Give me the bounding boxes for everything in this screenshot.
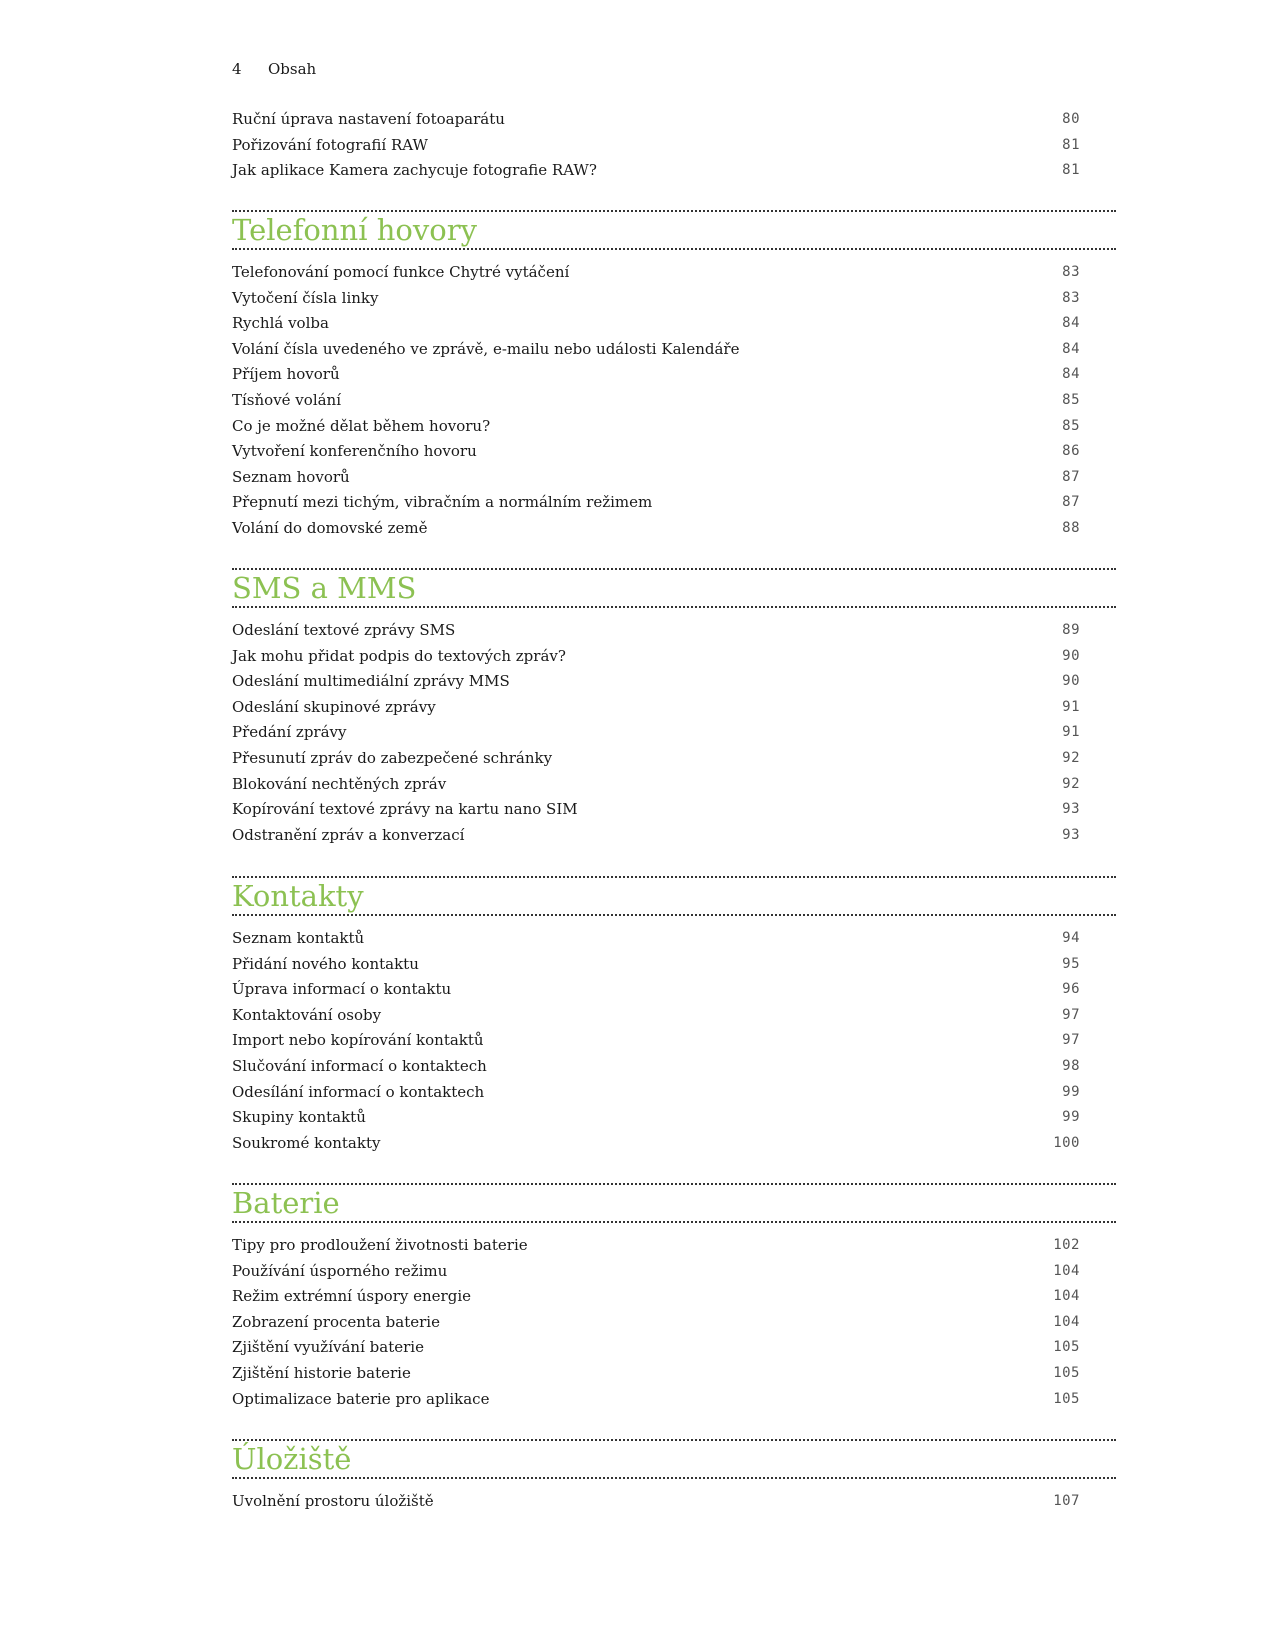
toc-entry[interactable] <box>232 286 1116 312</box>
toc-entry-title: Import nebo kopírování kontaktů <box>232 1031 484 1050</box>
toc-entry-page: 89 <box>1062 622 1080 638</box>
toc-entry[interactable] <box>232 669 1116 695</box>
toc-entry[interactable] <box>232 1310 1116 1336</box>
toc-entry-title: Přesunutí zpráv do zabezpečené schránky <box>232 748 553 767</box>
toc-entry-title: Volání do domovské země <box>232 518 428 537</box>
toc-entry[interactable] <box>232 926 1116 952</box>
toc-entry[interactable] <box>232 1105 1116 1131</box>
toc-entry[interactable] <box>232 107 1116 133</box>
page-number: 4 <box>232 60 242 78</box>
toc-entry-title: Tipy pro prodloužení životnosti baterie <box>232 1236 528 1254</box>
chapter-section <box>232 568 1116 848</box>
toc-entry-title: Kontaktování osoby <box>232 1005 382 1024</box>
toc-entry-title: Vytočení čísla linky <box>232 288 379 307</box>
toc-entry-page: 93 <box>1062 801 1080 818</box>
toc-entry-title: Zjištění historie baterie <box>232 1363 411 1382</box>
toc-entry-page: 95 <box>1062 955 1080 972</box>
toc-entry-title: Skupiny kontaktů <box>232 1108 366 1127</box>
toc-entry-page: 99 <box>1062 1083 1080 1100</box>
toc-entry-page: 87 <box>1062 494 1080 511</box>
chapter-section <box>232 1183 1116 1412</box>
toc-entry-page: 91 <box>1062 698 1080 715</box>
toc-entry-page: 92 <box>1062 749 1080 766</box>
toc-entry-title: Blokování nechtěných zpráv <box>232 774 447 793</box>
toc-entry[interactable] <box>232 1284 1116 1310</box>
toc-entry[interactable] <box>232 388 1116 414</box>
toc-entry-page: 104 <box>1053 1313 1080 1330</box>
toc-entry[interactable] <box>232 1233 1116 1259</box>
toc-entry-title: Rychlá volba <box>232 314 329 333</box>
toc-entry-title: Seznam hovorů <box>232 467 350 486</box>
toc-entry-title: Zjištění využívání baterie <box>232 1338 424 1357</box>
toc-entry[interactable] <box>232 133 1116 159</box>
chapter-title[interactable]: Baterie <box>232 1186 340 1220</box>
toc-entry-title: Volání čísla uvedeného ve zprávě, e-mailu nebo události Kalendáře <box>232 339 740 358</box>
toc-entry[interactable] <box>232 311 1116 337</box>
toc-entry[interactable] <box>232 1387 1116 1413</box>
toc-entry-page: 84 <box>1062 366 1080 383</box>
toc-entry-title: Zobrazení procenta baterie <box>232 1312 440 1331</box>
toc-entry[interactable] <box>232 1054 1116 1080</box>
toc-entry-page: 99 <box>1062 1109 1080 1126</box>
toc-entry-page: 91 <box>1062 724 1080 741</box>
toc-entry-page: 87 <box>1062 468 1080 485</box>
divider <box>232 248 1116 250</box>
intro-section <box>232 107 1116 184</box>
toc-entry-page: 102 <box>1053 1237 1080 1253</box>
toc-entry-title: Jak aplikace Kamera zachycuje fotografie RAW? <box>232 161 597 180</box>
page-header <box>232 60 316 78</box>
toc-entry[interactable] <box>232 720 1116 746</box>
toc-entry-title: Odstranění zpráv a konverzací <box>232 825 465 844</box>
toc-entry-title: Telefonování pomocí funkce Chytré vytáčení <box>232 263 570 281</box>
toc-entry-title: Odeslání skupinové zprávy <box>232 697 436 716</box>
toc-entry[interactable] <box>232 695 1116 721</box>
toc-entry[interactable] <box>232 439 1116 465</box>
toc-entry-title: Úprava informací o kontaktu <box>232 980 452 999</box>
toc-entry-page: 92 <box>1062 775 1080 792</box>
chapter-title[interactable]: SMS a MMS <box>232 571 417 605</box>
toc-entry[interactable] <box>232 1259 1116 1285</box>
toc-entry-page: 97 <box>1062 1006 1080 1023</box>
toc-entry[interactable] <box>232 644 1116 670</box>
toc-entry-page: 81 <box>1062 162 1080 179</box>
toc-entry[interactable] <box>232 490 1116 516</box>
toc-entry-page: 96 <box>1062 981 1080 998</box>
toc-entry-page: 107 <box>1053 1493 1080 1509</box>
toc-entry-page: 83 <box>1062 264 1080 280</box>
toc-entry-page: 104 <box>1053 1262 1080 1279</box>
toc-entry[interactable] <box>232 772 1116 798</box>
toc-entry-page: 83 <box>1062 289 1080 306</box>
toc-entry[interactable] <box>232 1003 1116 1029</box>
toc-entry-page: 85 <box>1062 417 1080 434</box>
toc-entry[interactable] <box>232 1080 1116 1106</box>
toc-entry-page: 86 <box>1062 443 1080 460</box>
chapter-title[interactable]: Telefonní hovory <box>232 213 477 247</box>
toc-entry[interactable] <box>232 516 1116 542</box>
toc-entry-page: 85 <box>1062 391 1080 408</box>
toc-entry-title: Co je možné dělat během hovoru? <box>232 416 491 435</box>
toc-entry-title: Seznam kontaktů <box>232 929 365 947</box>
toc-entry-page: 105 <box>1053 1390 1080 1407</box>
toc-entry-page: 84 <box>1062 315 1080 332</box>
toc-entry-page: 84 <box>1062 340 1080 357</box>
toc-entry-title: Kopírování textové zprávy na kartu nano SIM <box>232 800 578 819</box>
toc-entry-title: Jak mohu přidat podpis do textových zpráv? <box>232 646 566 665</box>
toc-entry[interactable] <box>232 1131 1116 1157</box>
toc-entry-page: 90 <box>1062 647 1080 664</box>
toc-entry-title: Příjem hovorů <box>232 365 340 384</box>
divider <box>232 606 1116 608</box>
toc-entry-title: Odeslání textové zprávy SMS <box>232 621 456 639</box>
chapter-section <box>232 876 1116 1156</box>
toc-entry-page: 81 <box>1062 136 1080 153</box>
header-title: Obsah <box>268 60 317 78</box>
toc-entry-title: Optimalizace baterie pro aplikace <box>232 1389 490 1408</box>
toc-entry[interactable] <box>232 1028 1116 1054</box>
divider <box>232 1477 1116 1479</box>
toc-entry[interactable] <box>232 337 1116 363</box>
toc-entry-title: Předání zprávy <box>232 723 347 742</box>
toc-entry[interactable] <box>232 158 1116 184</box>
toc-entry-page: 104 <box>1053 1288 1080 1305</box>
toc-entry[interactable] <box>232 414 1116 440</box>
divider <box>232 914 1116 916</box>
toc-entry-page: 93 <box>1062 826 1080 843</box>
toc-entry-page: 105 <box>1053 1339 1080 1356</box>
toc-entry-title: Pořizování fotografií RAW <box>232 135 428 154</box>
toc-entry-page: 98 <box>1062 1057 1080 1074</box>
toc-entry-title: Odeslání multimediální zprávy MMS <box>232 672 510 691</box>
chapter-section <box>232 210 1116 542</box>
chapter-section <box>232 1439 1116 1515</box>
toc-entry-page: 94 <box>1062 930 1080 946</box>
toc-entry[interactable] <box>232 797 1116 823</box>
toc-entry-title: Uvolnění prostoru úložiště <box>232 1492 434 1510</box>
toc-entry[interactable] <box>232 362 1116 388</box>
toc-entry-page: 100 <box>1053 1134 1080 1151</box>
toc-entry-title: Režim extrémní úspory energie <box>232 1287 471 1306</box>
toc-entry-title: Přidání nového kontaktu <box>232 954 419 973</box>
toc-entry[interactable] <box>232 1489 1116 1515</box>
toc-entry[interactable] <box>232 1361 1116 1387</box>
toc-entry[interactable] <box>232 260 1116 286</box>
divider <box>232 1221 1116 1223</box>
toc-entry-page: 88 <box>1062 519 1080 536</box>
toc-entry[interactable] <box>232 618 1116 644</box>
toc-entry-title: Vytvoření konferenčního hovoru <box>232 442 477 461</box>
toc-entry[interactable] <box>232 746 1116 772</box>
toc-entry-page: 80 <box>1062 111 1080 127</box>
toc-entry[interactable] <box>232 465 1116 491</box>
toc-entry-title: Používání úsporného režimu <box>232 1261 448 1280</box>
chapter-title[interactable]: Kontakty <box>232 879 364 913</box>
toc-entry-page: 105 <box>1053 1364 1080 1381</box>
toc-entry[interactable] <box>232 823 1116 849</box>
toc-entry-title: Tísňové volání <box>232 390 342 409</box>
toc-entry-page: 90 <box>1062 673 1080 690</box>
chapter-title[interactable]: Úložiště <box>232 1442 352 1476</box>
toc-entry-title: Odesílání informací o kontaktech <box>232 1082 485 1101</box>
toc-entry[interactable] <box>232 952 1116 978</box>
toc-entry-title: Slučování informací o kontaktech <box>232 1056 487 1075</box>
toc-entry[interactable] <box>232 977 1116 1003</box>
toc-entry-page: 97 <box>1062 1032 1080 1049</box>
toc-entry-title: Přepnutí mezi tichým, vibračním a normálním režimem <box>232 493 653 512</box>
toc-entry-title: Soukromé kontakty <box>232 1133 381 1152</box>
toc-entry-title: Ruční úprava nastavení fotoaparátu <box>232 110 505 128</box>
toc-entry[interactable] <box>232 1335 1116 1361</box>
